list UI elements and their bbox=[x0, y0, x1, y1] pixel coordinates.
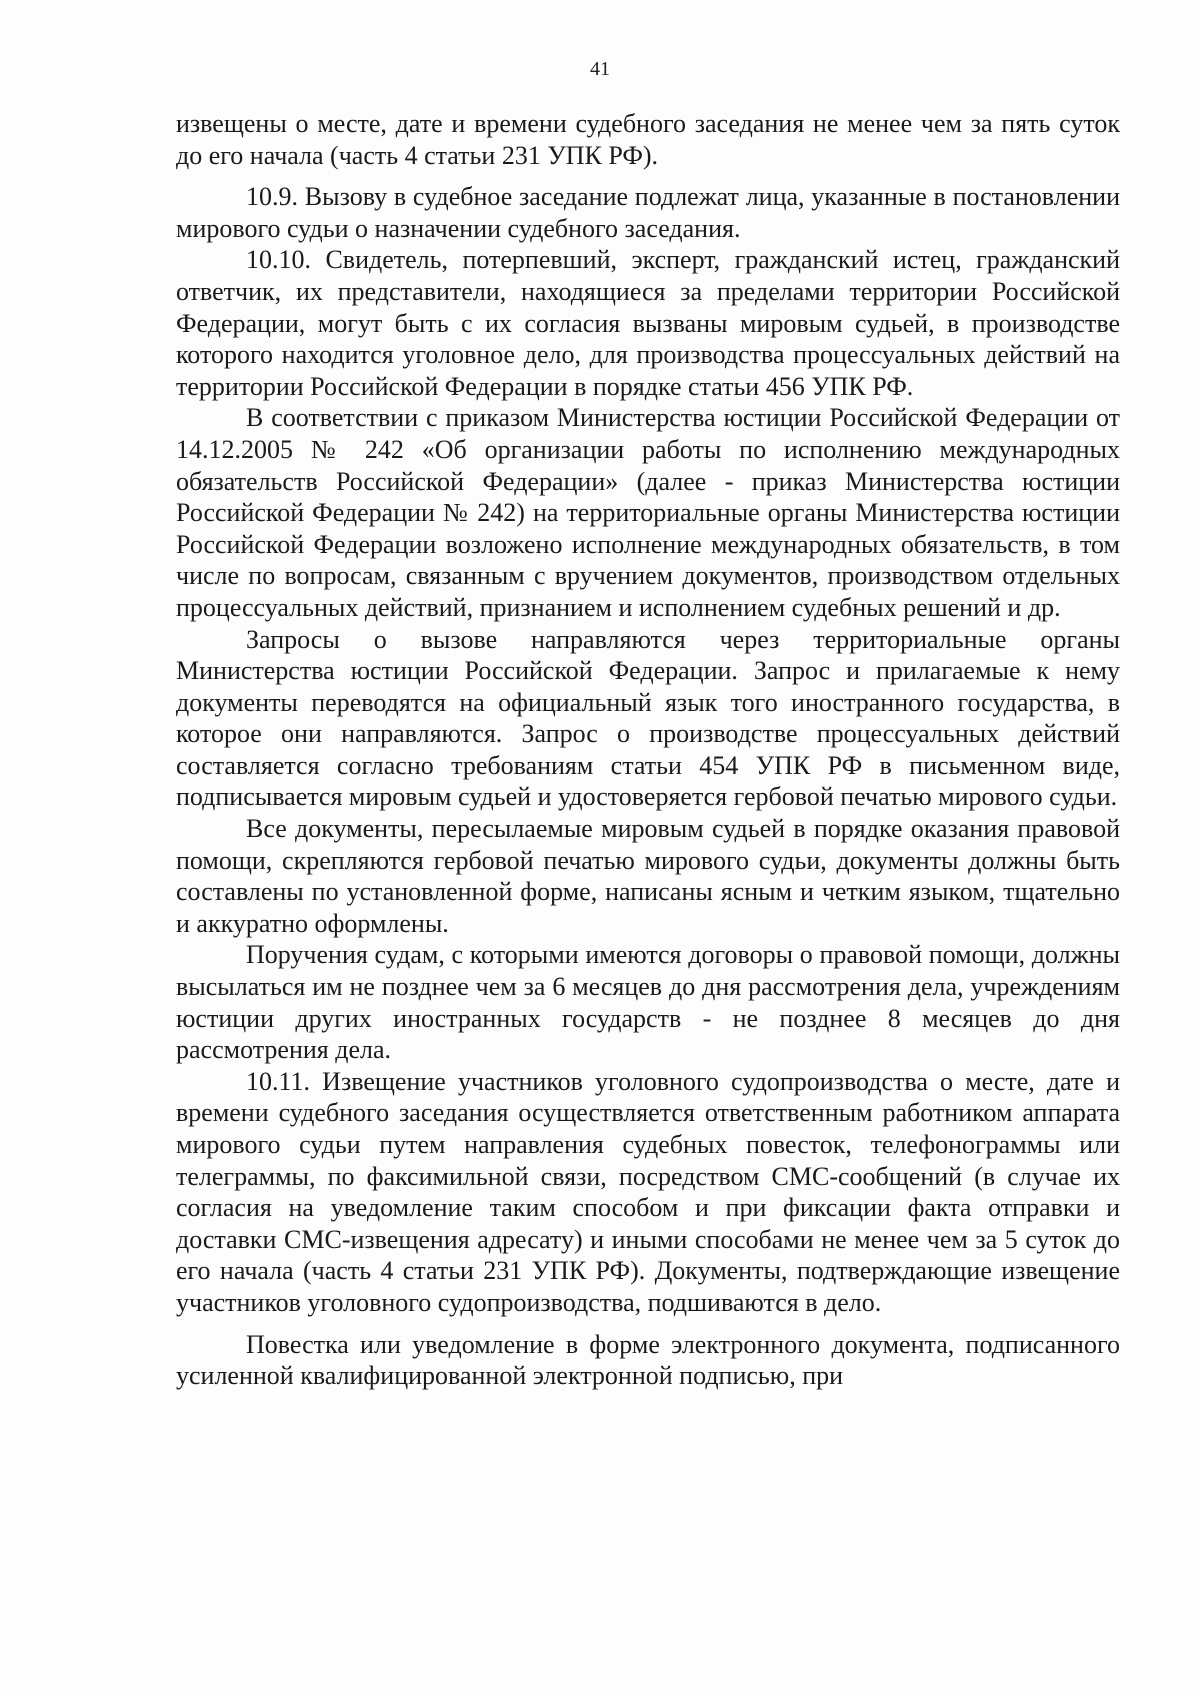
paragraph: Все документы, пересылаемые мировым судьей в порядке оказания правовой помощи, скрепляются гербовой печатью мирового судьи, документы должны быть составлены по установленной форме, написаны ясным и четким языком, тщательно и аккуратно оформлены. bbox=[176, 814, 1120, 938]
paragraph: Поручения судам, с которыми имеются договоры о правовой помощи, должны высылаться им не позднее чем за 6 месяцев до дня рассмотрения дела, учреждениям юстиции других иностранных государств - не позднее 8 месяцев до дня рассмотрения дела. bbox=[176, 940, 1120, 1065]
paragraph: 10.10. Свидетель, потерпевший, эксперт, гражданский истец, гражданский ответчик, их представители, находящиеся за пределами территории Российской Федерации, могут быть с их согласия вызваны мировым судьей, в производстве которого находится уголовное дело, для производства процессуальных действий на территории Российской Федерации в порядке статьи 456 УПК РФ. bbox=[176, 245, 1120, 401]
paragraph: 10.9. Вызову в судебное заседание подлежат лица, указанные в постановлении мирового судьи о назначении судебного заседания. bbox=[176, 182, 1120, 243]
paragraph: Повестка или уведомление в форме электронного документа, подписанного усиленной квалифицированной электронной подписью, при bbox=[176, 1329, 1120, 1391]
document-body bbox=[176, 108, 1120, 1392]
paragraph: Запросы о вызове направляются через территориальные органы Министерства юстиции Российской Федерации. Запрос и прилагаемые к нему документы переводятся на официальный язык того иностранного государства, в которое они направляются. Запрос о производстве процессуальных действий составляется согласно требованиям статьи 454 УПК РФ в письменном виде, подписывается мировым судьей и удостоверяется гербовой печатью мирового судьи. bbox=[176, 624, 1120, 812]
paragraph: 10.11. Извещение участников уголовного судопроизводства о месте, дате и времени судебного заседания осуществляется ответственным работником аппарата мирового судьи путем направления судебных повесток, телефонограммы или телеграммы, по факсимильной связи, посредством СМС-сообщений (в случае их согласия на уведомление таким способом и при фиксации факта отправки и доставки СМС-извещения адресату) и иными способами не менее чем за 5 суток до его начала (часть 4 статьи 231 УПК РФ). Документы, подтверждающие извещение участников уголовного судопроизводства, подшиваются в дело. bbox=[176, 1066, 1120, 1317]
paragraph: извещены о месте, дате и времени судебного заседания не менее чем за пять суток до его начала (часть 4 статьи 231 УПК РФ). bbox=[176, 109, 1120, 170]
page-number: 41 bbox=[590, 58, 610, 80]
paragraph: В соответствии с приказом Министерства юстиции Российской Федерации от 14.12.2005 № 242 «Об организации работы по исполнению международных обязательств Российской Федерации» (далее - приказ Министерства юстиции Российской Федерации № 242) на территориальные органы Министерства юстиции Российской Федерации возложено исполнение международных обязательств, в том числе по вопросам, связанным с вручением документов, производством отдельных процессуальных действий, признанием и исполнением судебных решений и др. bbox=[176, 403, 1120, 622]
